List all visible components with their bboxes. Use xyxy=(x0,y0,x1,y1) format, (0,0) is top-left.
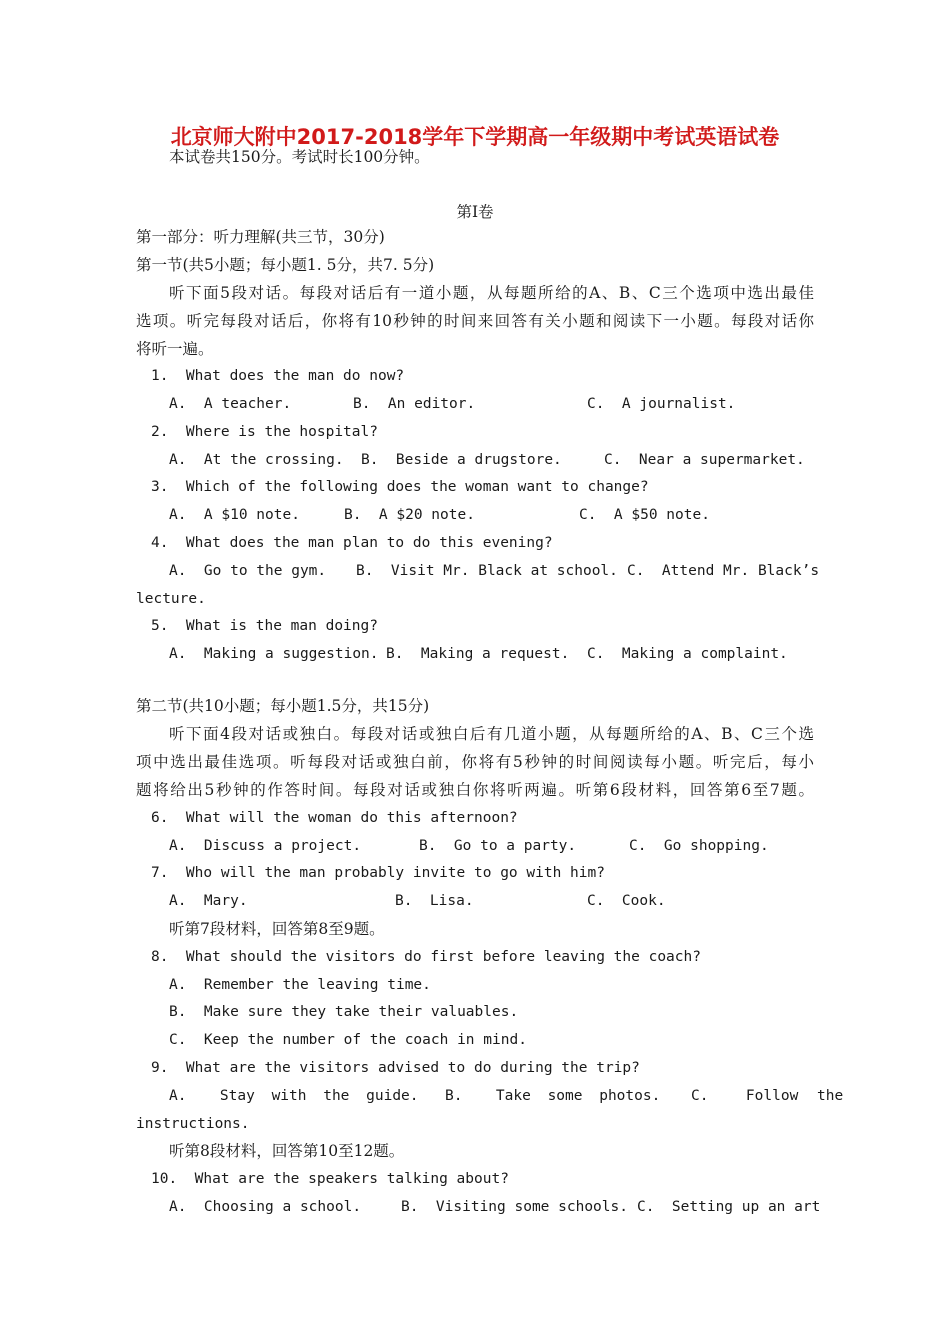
question-8: 8. What should the visitors do first before leaving the coach? xyxy=(151,949,701,965)
option-c: C. A $50 note. xyxy=(579,507,710,523)
option-b: B. Make sure they take their valuables. xyxy=(169,1004,519,1020)
section1-instruction-line: 将听一遍。 xyxy=(136,340,214,358)
option-b: B. Visiting some schools. xyxy=(401,1199,628,1215)
question-1: 1. What does the man do now? xyxy=(151,368,405,384)
option-b: B. Making a request. xyxy=(386,646,570,662)
option-a: A. Go to the gym. xyxy=(169,563,327,579)
section2-instruction-line: 听下面4段对话或独白。每段对话或独白后有几道小题，从每题所给的A、B、C三个选 xyxy=(169,725,814,743)
part1-heading: 第一部分：听力理解(共三节，30分) xyxy=(136,228,385,246)
option-a: A. Stay with the guide. xyxy=(169,1088,419,1104)
option-c: C. Keep the number of the coach in mind. xyxy=(169,1032,527,1048)
option-b: B. Visit Mr. Black at school. xyxy=(356,563,618,579)
option-a: A. Remember the leaving time. xyxy=(169,977,431,993)
option-a: A. Making a suggestion. xyxy=(169,646,379,662)
option-c: C. Go shopping. xyxy=(629,838,769,854)
option-c-continued: lecture. xyxy=(136,591,206,607)
option-a: A. Mary. xyxy=(169,893,248,909)
option-b: B. Beside a drugstore. xyxy=(361,452,562,468)
option-b: B. An editor. xyxy=(353,396,476,412)
question-6: 6. What will the woman do this afternoon? xyxy=(151,810,518,826)
option-a: A. At the crossing. xyxy=(169,452,344,468)
option-c: C. Attend Mr. Black’s xyxy=(627,563,820,579)
section2-instruction-line: 题将给出5秒钟的作答时间。每段对话或独白你将听两遍。听第6段材料，回答第6至7题。 xyxy=(136,781,814,799)
section1-instruction-line: 选项。听完每段对话后，你将有10秒钟的时间来回答有关小题和阅读下一小题。每段对话你 xyxy=(136,312,814,330)
option-b: B. Take some photos. xyxy=(445,1088,661,1104)
exam-title: 北京师大附中2017-2018学年下学期高一年级期中考试英语试卷 xyxy=(170,125,780,149)
option-b: B. Go to a party. xyxy=(419,838,577,854)
volume-heading: 第Ⅰ卷 xyxy=(456,203,494,221)
exam-intro: 本试卷共150分。考试时长100分钟。 xyxy=(169,148,430,166)
question-10: 10. What are the speakers talking about? xyxy=(151,1171,509,1187)
section1-heading: 第一节(共5小题；每小题1. 5分，共7. 5分) xyxy=(136,256,435,274)
material-7-note: 听第7段材料，回答第8至9题。 xyxy=(169,920,385,938)
question-5: 5. What is the man doing? xyxy=(151,618,378,634)
question-4: 4. What does the man plan to do this evening? xyxy=(151,535,553,551)
option-a: A. Choosing a school. xyxy=(169,1199,362,1215)
option-c: C. Making a complaint. xyxy=(587,646,788,662)
section2-instruction-line: 项中选出最佳选项。听每段对话或独白前，你将有5秒钟的时间阅读每小题。听完后，每小 xyxy=(136,753,814,771)
option-b: B. A $20 note. xyxy=(344,507,475,523)
section1-instruction-line: 听下面5段对话。每段对话后有一道小题，从每题所给的A、B、C三个选项中选出最佳 xyxy=(169,284,814,302)
option-c: C. Near a supermarket. xyxy=(604,452,805,468)
question-2: 2. Where is the hospital? xyxy=(151,424,378,440)
option-c: C. Follow the xyxy=(691,1088,844,1104)
section2-heading: 第二节(共10小题；每小题1.5分，共15分) xyxy=(136,697,430,715)
option-c-continued: instructions. xyxy=(136,1116,250,1132)
option-c: C. A journalist. xyxy=(587,396,736,412)
option-c: C. Cook. xyxy=(587,893,666,909)
option-a: A. Discuss a project. xyxy=(169,838,362,854)
question-7: 7. Who will the man probably invite to go with him? xyxy=(151,865,605,881)
option-b: B. Lisa. xyxy=(395,893,474,909)
material-8-note: 听第8段材料，回答第10至12题。 xyxy=(169,1142,405,1160)
question-9: 9. What are the visitors advised to do during the trip? xyxy=(151,1060,640,1076)
option-a: A. A $10 note. xyxy=(169,507,300,523)
option-a: A. A teacher. xyxy=(169,396,292,412)
option-c: C. Setting up an art xyxy=(637,1199,821,1215)
question-3: 3. Which of the following does the woman want to change? xyxy=(151,479,649,495)
